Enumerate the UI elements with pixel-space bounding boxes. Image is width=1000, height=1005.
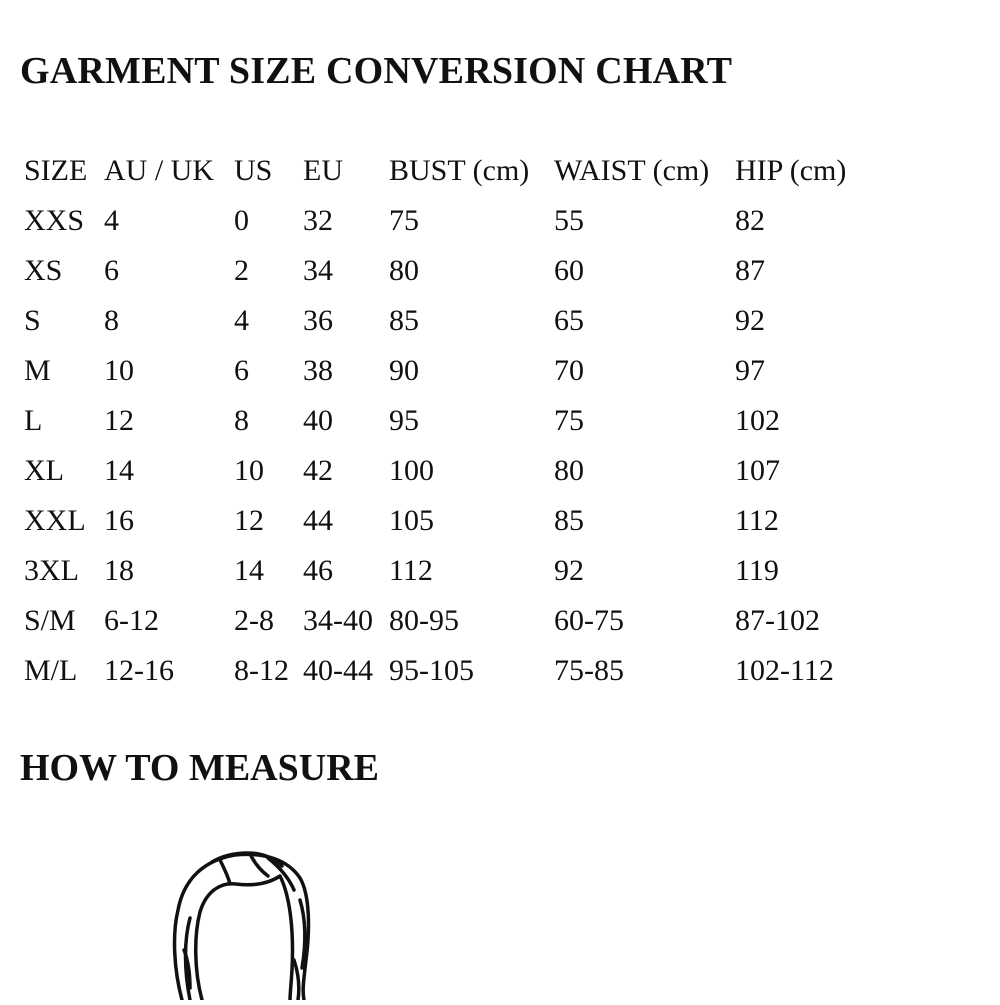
cell-eu: 34 bbox=[303, 254, 333, 287]
cell-us: 12 bbox=[234, 504, 264, 537]
column-header-bust: BUST (cm) bbox=[389, 154, 530, 187]
table-row bbox=[24, 546, 885, 596]
cell-bust: 85 bbox=[389, 304, 419, 337]
cell-eu: 40 bbox=[303, 404, 333, 437]
table-row bbox=[24, 196, 885, 246]
cell-waist: 75 bbox=[554, 404, 584, 437]
cell-bust: 80-95 bbox=[389, 604, 459, 637]
cell-au-uk: 6 bbox=[104, 254, 119, 287]
cell-size: S/M bbox=[24, 604, 76, 637]
cell-bust: 95-105 bbox=[389, 654, 474, 687]
cell-size: XXL bbox=[24, 504, 86, 537]
table-row bbox=[24, 396, 885, 446]
cell-us: 0 bbox=[234, 204, 249, 237]
cell-size: L bbox=[24, 404, 43, 437]
table-row bbox=[24, 346, 885, 396]
cell-hip: 97 bbox=[735, 354, 765, 387]
cell-hip: 107 bbox=[735, 454, 780, 487]
head-outline-icon bbox=[160, 840, 320, 1000]
cell-au-uk: 14 bbox=[104, 454, 134, 487]
cell-bust: 105 bbox=[389, 504, 434, 537]
cell-au-uk: 12-16 bbox=[104, 654, 174, 687]
cell-hip: 82 bbox=[735, 204, 765, 237]
column-header-hip: HIP (cm) bbox=[735, 154, 847, 187]
size-conversion-table bbox=[24, 146, 885, 696]
cell-eu: 38 bbox=[303, 354, 333, 387]
cell-au-uk: 18 bbox=[104, 554, 134, 587]
cell-waist: 80 bbox=[554, 454, 584, 487]
cell-waist: 85 bbox=[554, 504, 584, 537]
cell-size: XS bbox=[24, 254, 63, 287]
cell-au-uk: 6-12 bbox=[104, 604, 159, 637]
cell-waist: 55 bbox=[554, 204, 584, 237]
cell-eu: 46 bbox=[303, 554, 333, 587]
cell-hip: 102 bbox=[735, 404, 780, 437]
table-row bbox=[24, 646, 885, 696]
cell-hip: 112 bbox=[735, 504, 779, 537]
cell-size: M bbox=[24, 354, 51, 387]
cell-bust: 90 bbox=[389, 354, 419, 387]
column-header-us: US bbox=[234, 154, 273, 187]
cell-bust: 95 bbox=[389, 404, 419, 437]
cell-waist: 60-75 bbox=[554, 604, 624, 637]
cell-waist: 65 bbox=[554, 304, 584, 337]
cell-hip: 92 bbox=[735, 304, 765, 337]
cell-bust: 80 bbox=[389, 254, 419, 287]
cell-hip: 119 bbox=[735, 554, 779, 587]
cell-au-uk: 16 bbox=[104, 504, 134, 537]
cell-eu: 36 bbox=[303, 304, 333, 337]
cell-us: 6 bbox=[234, 354, 249, 387]
table-row bbox=[24, 596, 885, 646]
page-title: GARMENT SIZE CONVERSION CHART bbox=[20, 50, 733, 92]
cell-size: S bbox=[24, 304, 41, 337]
column-header-waist: WAIST (cm) bbox=[554, 154, 710, 187]
cell-size: XL bbox=[24, 454, 64, 487]
cell-size: XXS bbox=[24, 204, 85, 237]
cell-hip: 87-102 bbox=[735, 604, 820, 637]
cell-eu: 34-40 bbox=[303, 604, 373, 637]
column-header-eu: EU bbox=[303, 154, 343, 187]
cell-au-uk: 10 bbox=[104, 354, 134, 387]
cell-au-uk: 8 bbox=[104, 304, 119, 337]
cell-size: 3XL bbox=[24, 554, 79, 587]
cell-waist: 60 bbox=[554, 254, 584, 287]
table-row bbox=[24, 296, 885, 346]
cell-eu: 40-44 bbox=[303, 654, 373, 687]
cell-us: 14 bbox=[234, 554, 264, 587]
table-row bbox=[24, 496, 885, 546]
cell-us: 8-12 bbox=[234, 654, 289, 687]
cell-hip: 87 bbox=[735, 254, 765, 287]
head-outline-illustration bbox=[160, 840, 320, 1000]
cell-us: 4 bbox=[234, 304, 249, 337]
cell-bust: 100 bbox=[389, 454, 434, 487]
cell-us: 2-8 bbox=[234, 604, 274, 637]
cell-eu: 42 bbox=[303, 454, 333, 487]
cell-waist: 92 bbox=[554, 554, 584, 587]
table-row bbox=[24, 246, 885, 296]
cell-eu: 32 bbox=[303, 204, 333, 237]
cell-au-uk: 4 bbox=[104, 204, 119, 237]
cell-us: 2 bbox=[234, 254, 249, 287]
cell-waist: 70 bbox=[554, 354, 584, 387]
cell-waist: 75-85 bbox=[554, 654, 624, 687]
cell-size: M/L bbox=[24, 654, 78, 687]
cell-us: 8 bbox=[234, 404, 249, 437]
cell-bust: 112 bbox=[389, 554, 433, 587]
cell-eu: 44 bbox=[303, 504, 333, 537]
cell-hip: 102-112 bbox=[735, 654, 834, 687]
table-row bbox=[24, 446, 885, 496]
cell-au-uk: 12 bbox=[104, 404, 134, 437]
cell-us: 10 bbox=[234, 454, 264, 487]
table-header-row bbox=[24, 146, 885, 196]
how-to-measure-heading: HOW TO MEASURE bbox=[20, 747, 379, 789]
cell-bust: 75 bbox=[389, 204, 419, 237]
column-header-au-uk: AU / UK bbox=[104, 154, 214, 187]
column-header-size: SIZE bbox=[24, 154, 88, 187]
